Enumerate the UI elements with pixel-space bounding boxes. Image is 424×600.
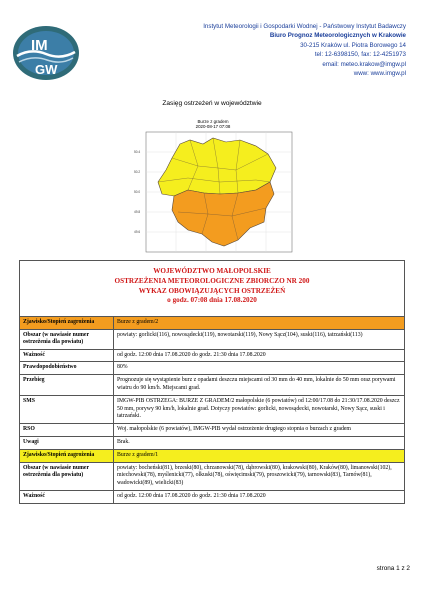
header-address: 30-215 Kraków ul. Piotra Borowego 14 [300, 41, 406, 49]
logo-text-bottom: GW [35, 62, 58, 77]
header-website[interactable]: www: www.imgw.pl [353, 70, 406, 78]
table-row [20, 491, 404, 503]
row-label: Obszar (w nawiasie numer ostrzeżenia dla powiatu) [20, 463, 114, 490]
row-label: Prawdopodobieństwo [20, 362, 114, 374]
title-voivodeship: WOJEWÓDZTWO MAŁOPOLSKIE [153, 267, 271, 275]
title-list-heading: WYKAZ OBOWIĄZUJĄCYCH OSTRZEŻEŃ [138, 286, 286, 295]
row-value: Woj. małopolskie (6 powiatów), IMGW-PIB wydał ostrzeżenie drugiego stopnia o burzach z gradem [117, 426, 351, 433]
table-row [20, 362, 404, 375]
header-institute-name: Instytut Meteorologii i Gospodarki Wodnej - Państwowy Instytut Badawczy [203, 23, 406, 30]
row-value: powiaty: gorlicki(116), nowosądecki(119), nowotarski(119), Nowy Sącz(104), suski(116), tatrzański(113) [117, 331, 363, 338]
row-value: Burze z gradem/1 [114, 450, 404, 462]
header-phone: tel: 12-6398150, fax: 12-4251973 [314, 51, 406, 59]
row-value: od godz. 12:00 dnia 17.08.2020 do godz. 21:30 dnia 17.08.2020 [117, 492, 266, 499]
row-value: od godz. 12:00 dnia 17.08.2020 do godz. 21:30 dnia 17.08.2020 [117, 351, 266, 358]
row-value: Burze z gradem/2 [114, 317, 404, 329]
row-value: powiaty: bocheński(81), brzeski(80), chrzanowski(78), dąbrowski(80), krakowski(80), Kraków(80), limanowski(102), miechowski(78), myślenicki(77), olkuski(78), oświęcimski(79), proszowicki(79), tarnowski(83), Tarnów(81), wadowicki(89), wielicki(83) [117, 464, 392, 487]
svg-text:49.6: 49.6 [134, 230, 141, 234]
row-value: Prognozuje się wystąpienie burz z opadami deszczu miejscami od 30 mm do 40 mm, lokalnie do 50 mm oraz porywami wiatru do 90 km/h. Miejscami grad. [117, 377, 396, 391]
title-issue-time: o godz. 07:08 dnia 17.08.2020 [167, 296, 257, 305]
row-label: Ważność [20, 350, 114, 362]
table-row [20, 375, 404, 396]
title-bulletin-number: OSTRZEŻENIA METEOROLOGICZNE ZBIORCZO NR 200 [114, 276, 310, 285]
row-label: Ważność [20, 491, 114, 503]
row-label: Zjawisko/Stopień zagrożenia [20, 450, 114, 462]
svg-text:49.8: 49.8 [134, 210, 141, 214]
imgw-logo [11, 24, 81, 82]
row-label: RSO [20, 424, 114, 436]
map-caption-phenomenon: Burze z gradem [197, 119, 229, 124]
warning-map [128, 110, 298, 258]
table-row [20, 450, 404, 463]
row-value: IMGW-PIB OSTRZEGA: BURZE Z GRADEM/2 małopolskie (6 powiatów) od 12:00/17.08 do 21:30/17.08.2020 deszcz 50 mm, porywy 90 km/h, lokalnie grad. Dotyczy powiatów: gorlicki, nowosądecki, nowotarski, Nowy Sącz, suski i tatrzański. [117, 397, 400, 420]
header-office-name: Biuro Prognoz Meteorologicznych w Krakowie [269, 32, 406, 40]
row-value: 80% [117, 364, 128, 371]
header-email[interactable]: email: meteo.krakow@imgw.pl [322, 60, 406, 68]
row-label: SMS [20, 396, 114, 423]
table-row [20, 463, 404, 491]
map-caption-date: 2020-08-17 07:08 [195, 124, 231, 129]
map-axis-labels [134, 150, 140, 234]
svg-text:50.2: 50.2 [134, 170, 141, 174]
svg-text:50.4: 50.4 [134, 150, 141, 154]
institute-header [106, 22, 406, 78]
warning-table [20, 317, 404, 503]
table-row [20, 424, 404, 437]
row-label: Przebieg [20, 375, 114, 395]
table-row [20, 330, 404, 350]
map-title: Zasięg ostrzeżeń w województwie [162, 100, 262, 107]
svg-text:50.0: 50.0 [134, 190, 141, 194]
row-label: Uwagi [20, 437, 114, 449]
row-label: Zjawisko/Stopień zagrożenia [20, 317, 114, 329]
table-row [20, 350, 404, 363]
row-value: Brak. [117, 438, 130, 445]
document-title [20, 261, 404, 317]
voivodeship-map [128, 130, 298, 258]
table-row [20, 317, 404, 330]
table-row [20, 396, 404, 424]
logo-text-top: IM [31, 37, 48, 54]
page-number: strona 1 z 2 [376, 565, 410, 572]
table-row [20, 437, 404, 450]
warning-document [19, 260, 405, 504]
row-label: Obszar (w nawiasie numer ostrzeżenia dla powiatu) [20, 330, 114, 349]
